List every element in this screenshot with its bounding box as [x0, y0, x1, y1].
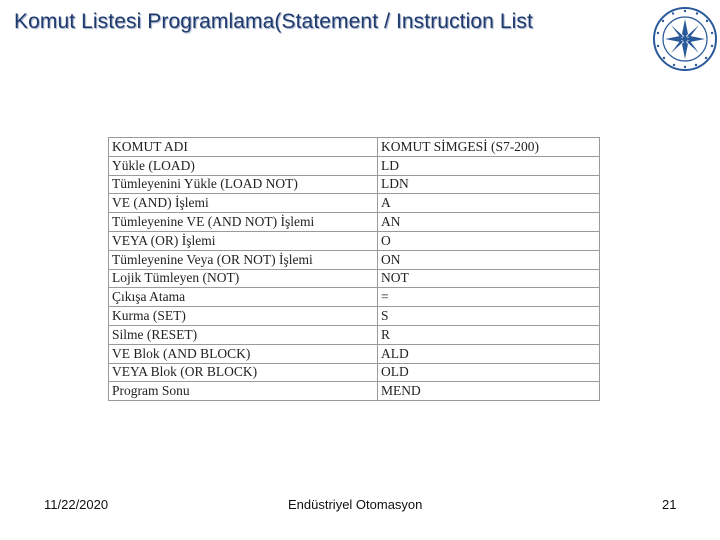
table-row — [109, 382, 600, 401]
command-name-cell: VE (AND) İşlemi — [109, 194, 378, 213]
command-name-cell: Yükle (LOAD) — [109, 156, 378, 175]
footer-page-number: 21 — [662, 497, 677, 512]
command-symbol-cell: S — [378, 307, 600, 326]
command-name-cell: VEYA (OR) İşlemi — [109, 231, 378, 250]
footer-date: 11/22/2020 — [44, 497, 109, 512]
command-name-cell: Tümleyenine VE (AND NOT) İşlemi — [109, 213, 378, 232]
slide-title: Komut Listesi Programlama(Statement / Instruction List — [14, 10, 533, 33]
command-symbol-cell: AN — [378, 213, 600, 232]
table-row — [109, 269, 600, 288]
table-row — [109, 231, 600, 250]
command-table — [108, 137, 600, 401]
command-symbol-cell: = — [378, 288, 600, 307]
command-symbol-cell: R — [378, 325, 600, 344]
command-symbol-cell: MEND — [378, 382, 600, 401]
table-row — [109, 175, 600, 194]
command-symbol-cell: NOT — [378, 269, 600, 288]
command-name-cell: Lojik Tümleyen (NOT) — [109, 269, 378, 288]
table-row — [109, 156, 600, 175]
university-seal-icon — [652, 6, 718, 72]
command-symbol-cell: LDN — [378, 175, 600, 194]
header-command-symbol: KOMUT SİMGESİ (S7-200) — [378, 138, 600, 157]
table-row — [109, 325, 600, 344]
command-name-cell: Çıkışa Atama — [109, 288, 378, 307]
command-name-cell: Kurma (SET) — [109, 307, 378, 326]
command-symbol-cell: A — [378, 194, 600, 213]
command-name-cell: Program Sonu — [109, 382, 378, 401]
table-header-row — [109, 138, 600, 157]
table-row — [109, 344, 600, 363]
table-row — [109, 213, 600, 232]
command-symbol-cell: ALD — [378, 344, 600, 363]
table-row — [109, 307, 600, 326]
command-symbol-cell: ON — [378, 250, 600, 269]
table-row — [109, 363, 600, 382]
command-name-cell: Tümleyenine Veya (OR NOT) İşlemi — [109, 250, 378, 269]
command-symbol-cell: LD — [378, 156, 600, 175]
command-name-cell: Silme (RESET) — [109, 325, 378, 344]
command-name-cell: VEYA Blok (OR BLOCK) — [109, 363, 378, 382]
table-row — [109, 250, 600, 269]
table-row — [109, 194, 600, 213]
command-symbol-cell: OLD — [378, 363, 600, 382]
command-name-cell: Tümleyenini Yükle (LOAD NOT) — [109, 175, 378, 194]
footer-course-title: Endüstriyel Otomasyon — [288, 497, 423, 512]
command-symbol-cell: O — [378, 231, 600, 250]
header-command-name: KOMUT ADI — [109, 138, 378, 157]
table-row — [109, 288, 600, 307]
command-name-cell: VE Blok (AND BLOCK) — [109, 344, 378, 363]
